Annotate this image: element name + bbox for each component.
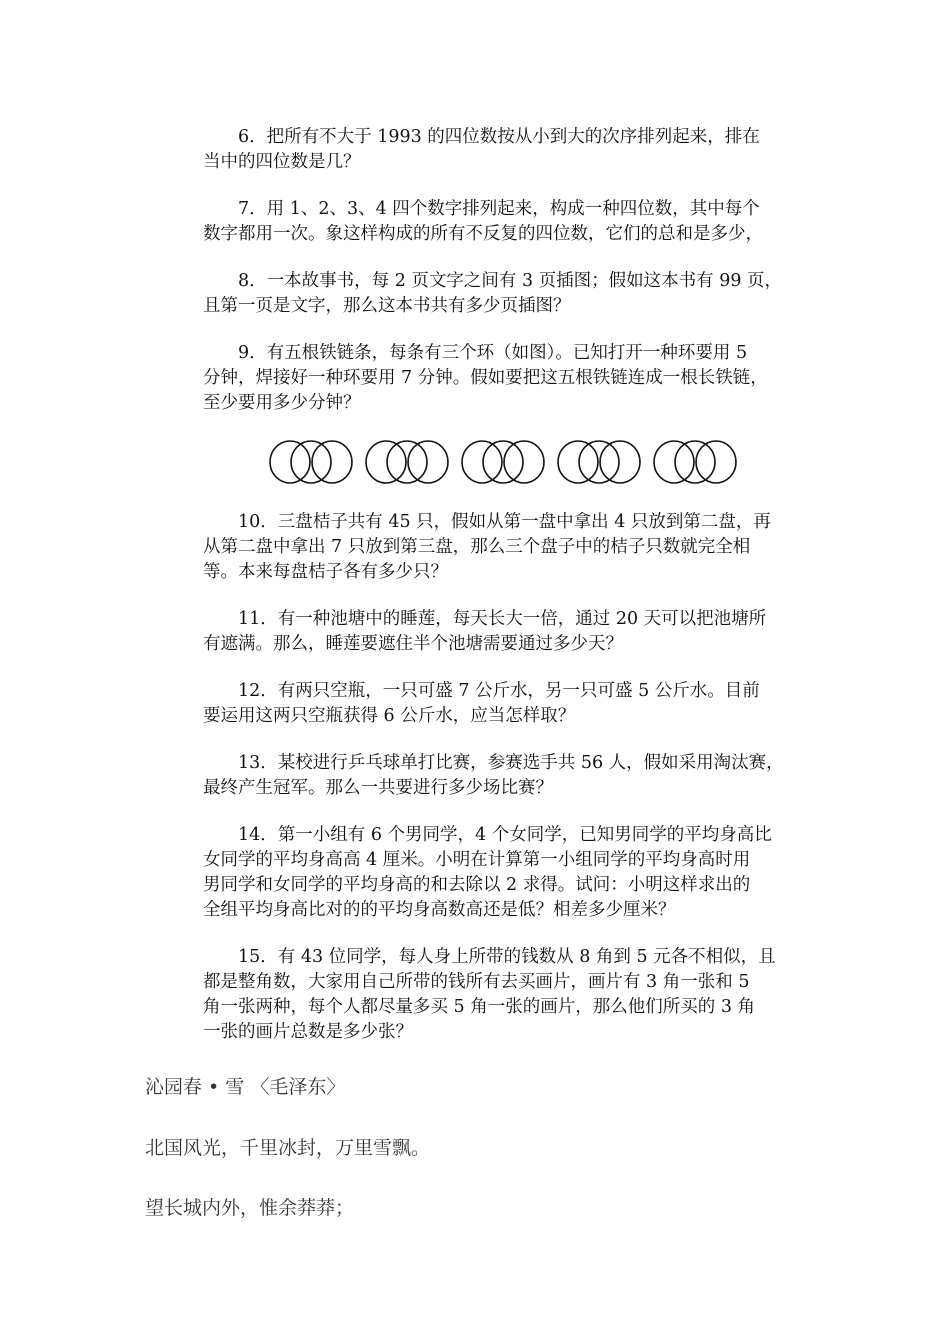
poem-line: 望长城内外，惟余莽莽； (145, 1197, 355, 1219)
question-line: 女同学的平均身高高 4 厘米。小明在计算第一小组同学的平均身高时用 (203, 850, 751, 870)
question-line: 6．把所有不大于 1993 的四位数按从小到大的次序排列起来，排在 (238, 127, 760, 147)
question-13 (203, 751, 813, 801)
chain-ring (462, 441, 502, 483)
question-line: 且第一页是文字，那么这本书共有多少页插图？ (203, 296, 571, 316)
chain-ring (558, 441, 598, 483)
chain (270, 441, 352, 483)
chain (558, 441, 640, 483)
question-line: 有遮满。那么，睡莲要遮住半个池塘需要通过多少天？ (203, 634, 623, 654)
chain-ring (366, 441, 406, 483)
question-line: 13．某校进行乒乓球单打比赛，参赛选手共 56 人，假如采用淘汰赛， (238, 753, 784, 773)
question-line: 角一张两种，每个人都尽量多买 5 角一张的画片，那么他们所买的 3 角 (203, 997, 756, 1017)
chain-ring (675, 441, 715, 483)
question-line: 男同学和女同学的平均身高的和去除以 2 求得。试问：小明这样求出的 (203, 875, 751, 895)
chain-links-figure (265, 436, 745, 488)
question-line: 要运用这两只空瓶获得 6 公斤水，应当怎样取？ (203, 706, 576, 726)
question-line: 一张的画片总数是多少张？ (203, 1022, 413, 1042)
question-line: 全组平均身高比对的的平均身高数高还是低？相差多少厘米？ (203, 900, 676, 920)
question-line: 12．有两只空瓶，一只可盛 7 公斤水，另一只可盛 5 公斤水。目前 (238, 681, 760, 701)
question-9 (203, 341, 813, 416)
poem-line: 北国风光，千里冰封，万里雪飘。 (145, 1137, 431, 1159)
chain-ring (483, 441, 523, 483)
question-line: 8．一本故事书，每 2 页文字之间有 3 页插图；假如这本书有 99 页， (238, 271, 783, 291)
question-line: 7．用 1、2、3、4 四个数字排列起来，构成一种四位数，其中每个 (238, 199, 760, 219)
chain-ring (387, 441, 427, 483)
chain-ring (408, 441, 448, 483)
chain-ring (291, 441, 331, 483)
question-line: 数字都用一次。象这样构成的所有不反复的四位数，它们的总和是多少， (203, 224, 763, 244)
question-line: 当中的四位数是几？ (203, 152, 361, 172)
chain-ring (654, 441, 694, 483)
question-line: 从第二盘中拿出 7 只放到第三盘，那么三个盘子中的桔子只数就完全相 (203, 537, 751, 557)
question-7 (203, 197, 813, 247)
question-line: 9．有五根铁链条，每条有三个环（如图）。已知打开一种环要用 5 (238, 343, 748, 363)
question-8 (203, 269, 813, 319)
chain-ring (270, 441, 310, 483)
question-line: 至少要用多少分钟？ (203, 393, 361, 413)
chain-ring (312, 441, 352, 483)
poem-title: 沁园春 • 雪 〈毛泽东〉 (145, 1076, 346, 1098)
question-14 (203, 823, 813, 923)
chain (462, 441, 544, 483)
question-line: 11．有一种池塘中的睡莲，每天长大一倍，通过 20 天可以把池塘所 (238, 609, 767, 629)
question-line: 分钟，焊接好一种环要用 7 分钟。假如要把这五根铁链连成一根长铁链， (203, 368, 768, 388)
question-line: 14．第一小组有 6 个男同学，4 个女同学，已知男同学的平均身高比 (238, 825, 772, 845)
question-12 (203, 679, 813, 729)
question-line: 等。本来每盘桔子各有多少只？ (203, 562, 448, 582)
question-line: 都是整角数，大家用自己所带的钱所有去买画片，画片有 3 角一张和 5 (203, 972, 750, 992)
question-15 (203, 945, 813, 1045)
question-10 (203, 510, 813, 585)
question-line: 15．有 43 位同学，每人身上所带的钱数从 8 角到 5 元各不相似，且 (238, 947, 776, 967)
chain (654, 441, 736, 483)
chain-ring (696, 441, 736, 483)
question-11 (203, 607, 813, 657)
chain-ring (579, 441, 619, 483)
question-line: 最终产生冠军。那么一共要进行多少场比赛？ (203, 778, 553, 798)
chain (366, 441, 448, 483)
chain-ring (504, 441, 544, 483)
question-line: 10．三盘桔子共有 45 只，假如从第一盘中拿出 4 只放到第二盘，再 (238, 512, 771, 532)
chain-ring (600, 441, 640, 483)
question-6 (203, 125, 813, 175)
